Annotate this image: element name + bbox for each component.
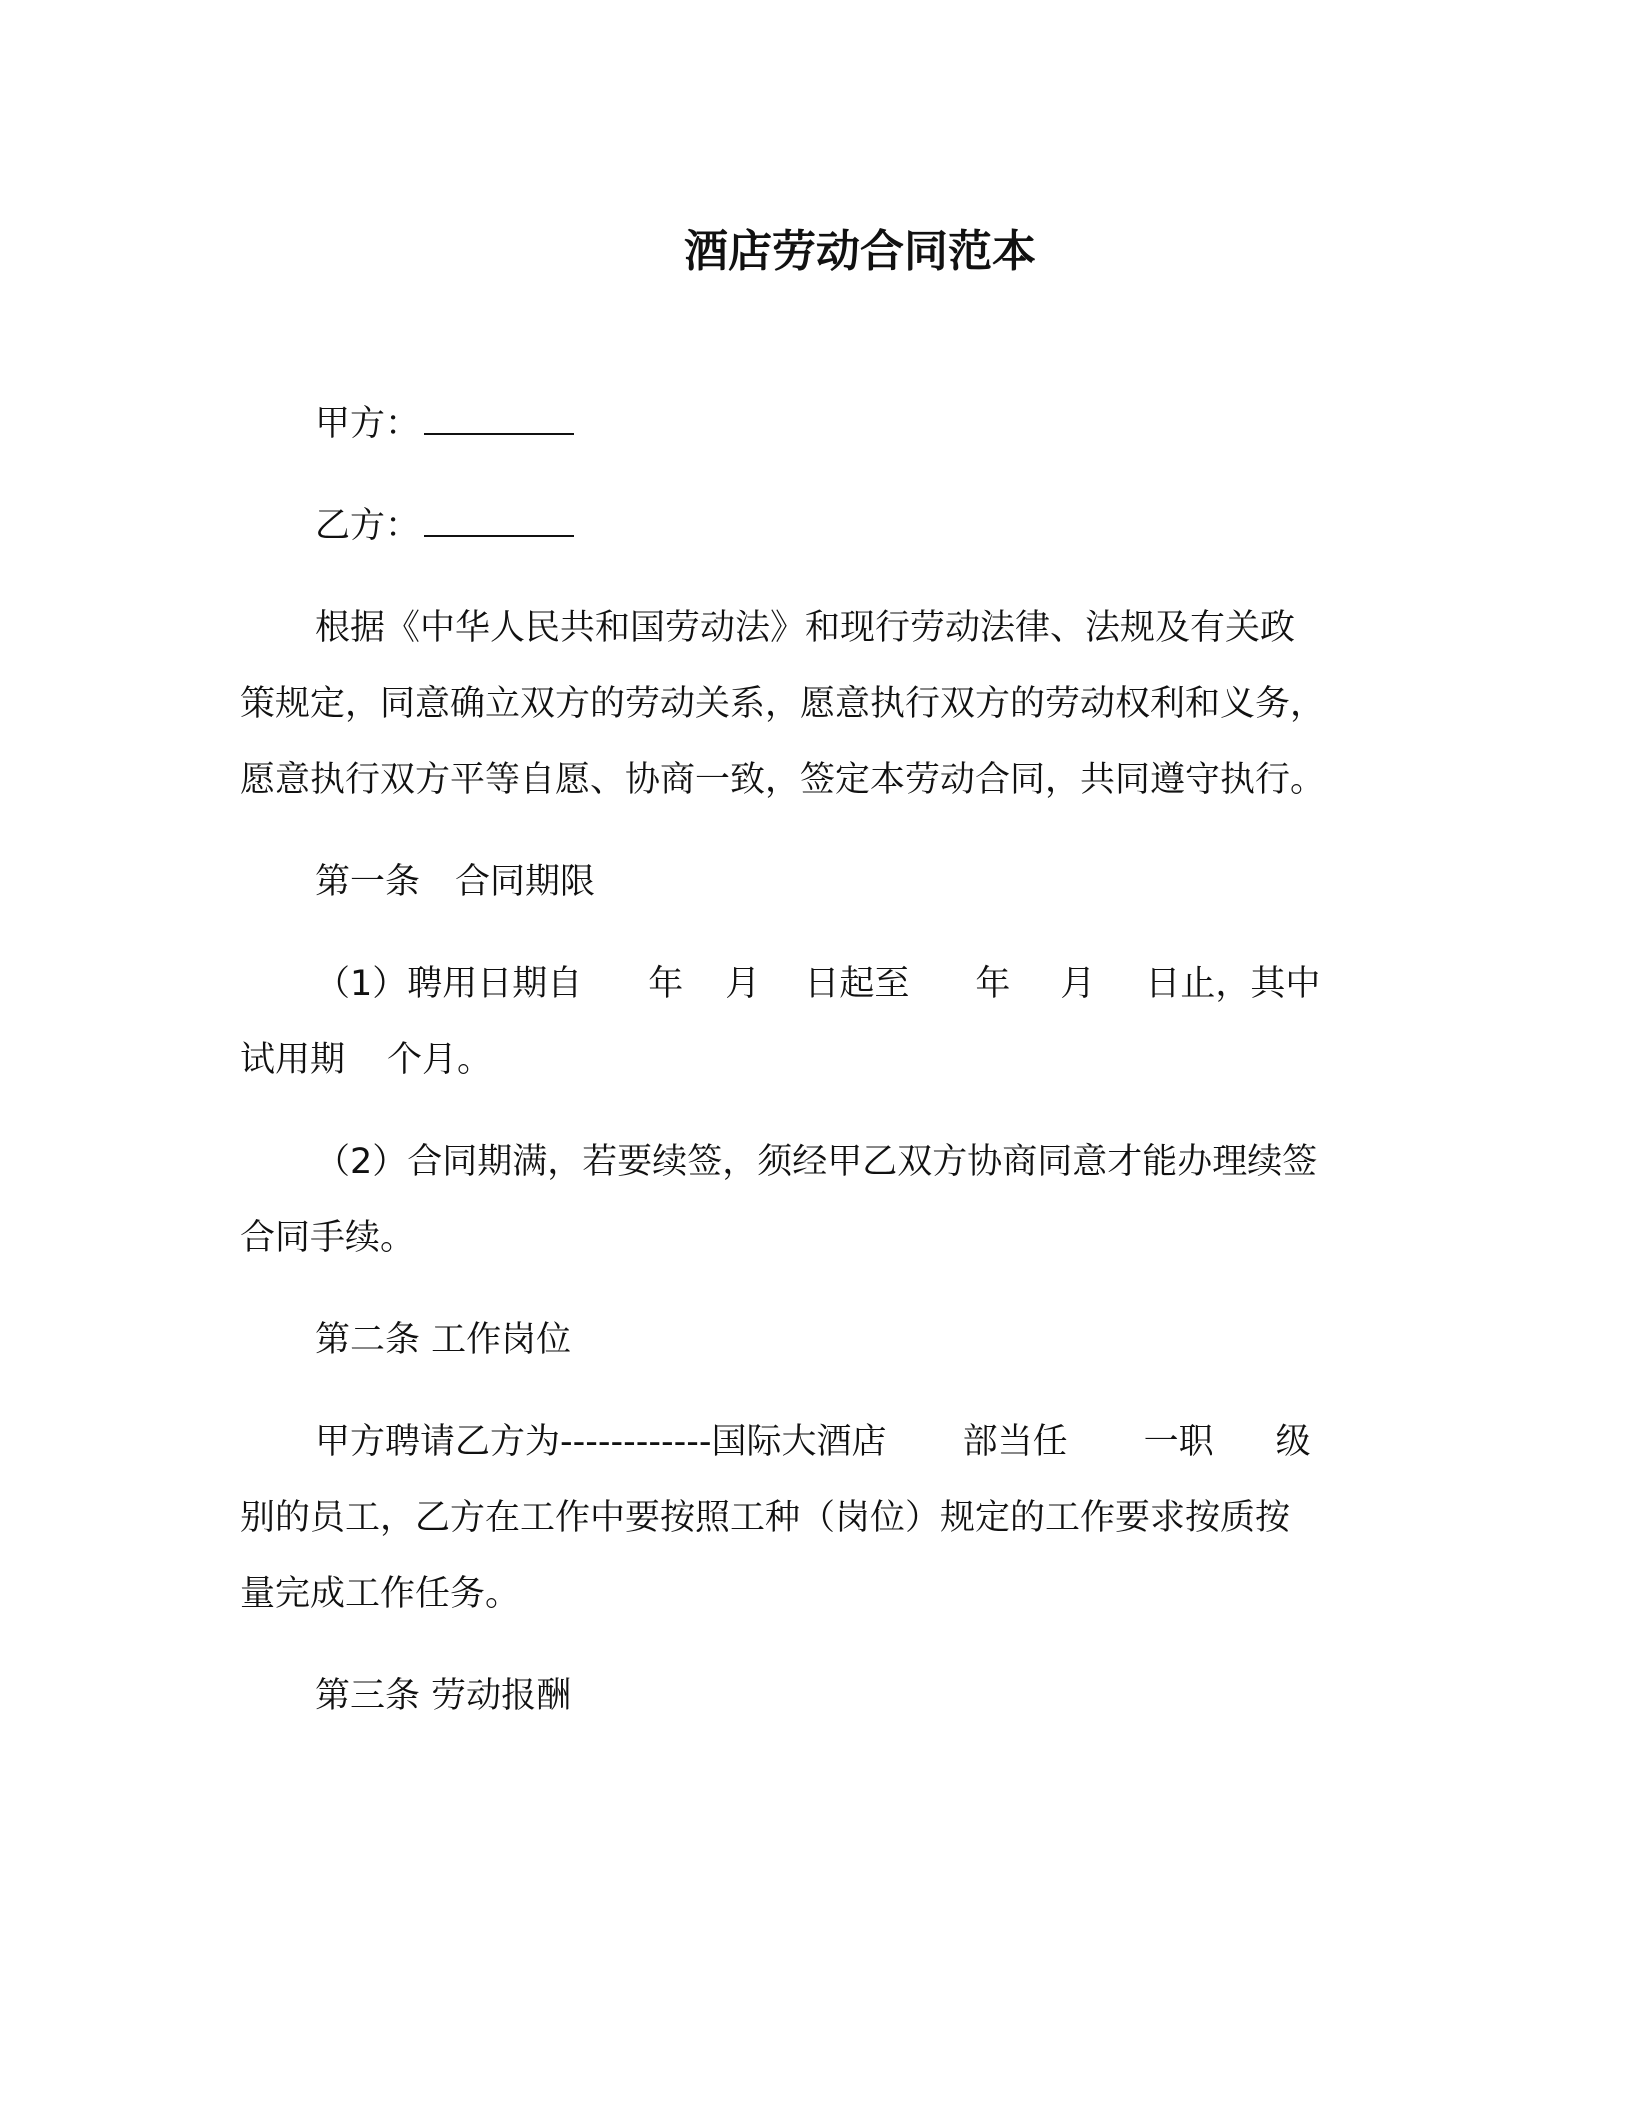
item1-text-c: 日止，其中 [1145,964,1321,1004]
document-title: 酒店劳动合同范本 [684,226,1036,277]
intro-line-1: 根据《中华人民共和国劳动法》和现行劳动法律、法规及有关政 [315,608,1296,648]
article2-dept: 部当任 [962,1422,1068,1462]
party-b-line [315,500,1485,552]
article3-heading: 第三条 劳动报酬 [315,1676,572,1716]
article2-text-a: 甲方聘请乙方为------------国际大酒店 [315,1422,887,1462]
intro-line-2: 策规定，同意确立双方的劳动关系，愿意执行双方的劳动权利和义务， [240,684,1326,724]
article2-post: 一职 [1143,1422,1214,1462]
article2-line2: 别的员工，乙方在工作中要按照工种（岗位）规定的工作要求按质按 [240,1498,1291,1538]
article1-item1-line1 [315,958,1485,1010]
article1-item2-line2: 合同手续。 [240,1218,416,1258]
item1-text-a: （1）聘用日期自 [315,964,583,1004]
article2-line3: 量完成工作任务。 [240,1574,521,1614]
item1-month-1: 月 [725,964,761,1004]
article1-item2-line1: （2）合同期满，若要续签，须经甲乙双方协商同意才能办理续签 [315,1142,1318,1182]
intro-line-3: 愿意执行双方平等自愿、协商一致，签定本劳动合同，共同遵守执行。 [240,760,1326,800]
item1-text-b: 日起至 [804,964,910,1004]
item1-month-2: 月 [1060,964,1096,1004]
article1-item1-line2 [240,1034,1410,1086]
party-b-blank [424,501,574,537]
article2-level: 级 [1275,1422,1311,1462]
party-a-blank [424,399,574,435]
article2-heading: 第二条 工作岗位 [315,1320,572,1360]
party-b-label: 乙方： [315,506,421,546]
party-a-line [315,398,1485,450]
item1-year-2: 年 [975,964,1011,1004]
item1-year-1: 年 [648,964,684,1004]
item1-months: 个月。 [387,1040,493,1080]
item1-probation: 试用期 [240,1040,346,1080]
party-a-label: 甲方： [315,404,421,444]
article1-heading: 第一条 合同期限 [315,862,596,902]
article2-line1 [315,1416,1485,1468]
